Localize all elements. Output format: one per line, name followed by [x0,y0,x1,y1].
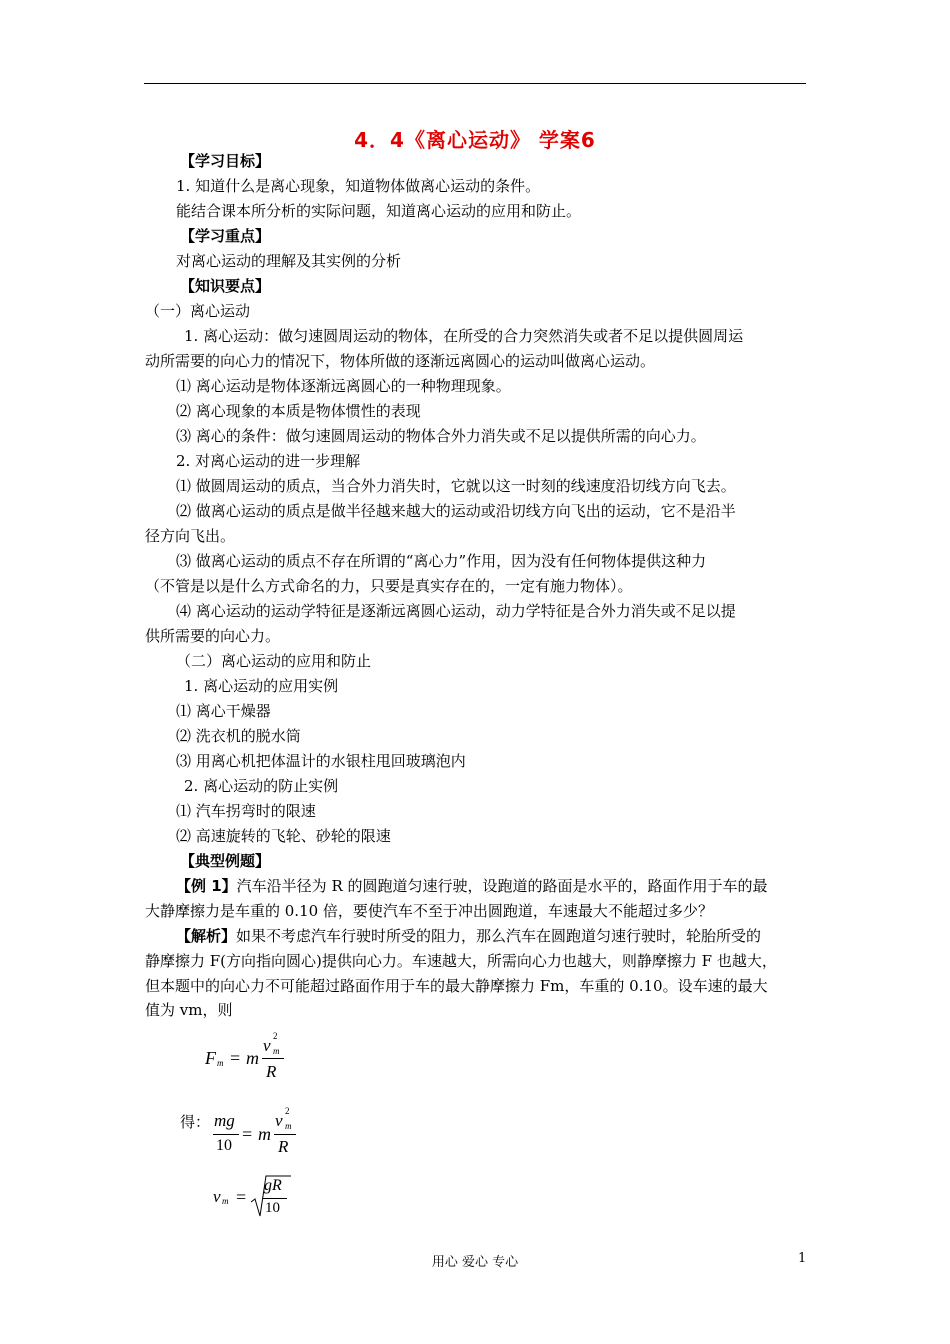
paragraph: 但本题中的向心力不可能超过路面作用于车的最大静摩擦力 Fm，车重的 0.10。设车速的最大 [145,977,768,995]
formula-exponent: 2 [273,1031,278,1041]
examples-heading: 【典型例题】 [180,852,271,870]
formula-number: 10 [265,1200,280,1216]
example-text: 汽车沿半径为 R 的圆跑道匀速行驶，设跑道的路面是水平的，路面作用于车的最 [236,877,768,895]
formula-equals: = [236,1187,247,1207]
page-number: 1 [798,1251,807,1266]
formula-symbol: R [278,1137,289,1156]
paragraph: 值为 vm，则 [145,1001,233,1019]
formula-symbol: R [266,1062,277,1081]
subheading: 2. 离心运动的防止实例 [184,777,339,795]
page-title: 4．4《离心运动》 学案6 [354,128,596,152]
knowledge-heading: 【知识要点】 [180,277,271,295]
goals-heading: 【学习目标】 [180,152,271,170]
paragraph: （不管是以是什么方式命名的力，只要是真实存在的，一定有施力物体）。 [145,577,633,595]
footer-text: 用心 爱心 专心 [431,1255,519,1270]
focus-text: 对离心运动的理解及其实例的分析 [176,252,402,270]
list-item: ⑶ 用离心机把体温计的水银柱甩回玻璃泡内 [176,752,466,770]
list-item: ⑵ 做离心运动的质点是做半径越来越大的运动或沿切线方向飞出的运动，它不是沿半 [176,502,736,520]
formula-subscript: m [217,1058,224,1068]
formula-equals: = [242,1124,253,1144]
solution-label: 【解析】 [176,927,237,945]
paragraph: 径方向飞出。 [145,527,236,545]
formula-number: 10 [216,1137,232,1154]
goal-1: 1. 知道什么是离心现象，知道物体做离心运动的条件。 [176,177,541,195]
example-label: 【例 1】 [176,877,237,895]
part1-heading: （一）离心运动 [145,302,251,320]
list-item: ⑷ 离心运动的运动学特征是逐渐远离圆心运动，动力学特征是合外力消失或不足以提 [176,602,736,620]
list-item: ⑵ 离心现象的本质是物体惯性的表现 [176,402,421,420]
formula-symbol: m [258,1124,271,1144]
formula-symbol: v [213,1187,221,1206]
formula-equals: = [230,1048,241,1068]
solution-text: 如果不考虑汽车行驶时所受的阻力，那么汽车在圆跑道匀速行驶时，轮胎所受的 [236,927,762,945]
fraction-bar [274,1134,296,1135]
formula-subscript: m [285,1121,292,1131]
fraction-bar [213,1134,239,1135]
focus-heading: 【学习重点】 [180,227,271,245]
paragraph: 动所需要的向心力的情况下，物体所做的逐渐远离圆心的运动叫做离心运动。 [145,352,656,370]
paragraph: 大静摩擦力是车重的 0.10 倍，要使汽车不至于冲出圆跑道，车速最大不能超过多少？ [145,902,713,920]
list-item: ⑴ 离心干燥器 [176,702,271,720]
list-item: ⑵ 洗衣机的脱水筒 [176,727,301,745]
goal-2: 能结合课本所分析的实际问题，知道离心运动的应用和防止。 [176,202,582,220]
fraction-bar [263,1198,287,1199]
paragraph: 1. 离心运动：做匀速圆周运动的物体，在所受的合力突然消失或者不足以提供圆周运 [184,327,744,345]
formula-symbol: v [263,1036,271,1055]
list-item: ⑴ 做圆周运动的质点，当合外力消失时，它就以这一时刻的线速度沿切线方向飞去。 [176,477,736,495]
list-item: ⑴ 汽车拐弯时的限速 [176,802,316,820]
paragraph: 静摩擦力 F(方向指向圆心)提供向心力。车速越大，所需向心力也越大，则静摩擦力 F 也越大， [145,952,777,970]
part2-heading: （二）离心运动的应用和防止 [176,652,372,670]
header-rule [144,83,806,84]
list-item: ⑶ 做离心运动的质点不存在所谓的“离心力”作用，因为没有任何物体提供这种力 [176,552,707,570]
fraction-bar [262,1058,284,1059]
list-item: ⑶ 离心的条件：做匀速圆周运动的物体合外力消失或不足以提供所需的向心力。 [176,427,706,445]
formula-subscript: m [222,1196,229,1206]
example-1-line [176,876,768,896]
paragraph: 供所需要的向心力。 [145,627,281,645]
formula-subscript: m [273,1046,280,1056]
formula-symbol: v [275,1111,283,1130]
formula-symbol: m [246,1048,259,1068]
formula-symbol: F [205,1048,216,1068]
de-label: 得： [180,1113,211,1131]
list-item: ⑴ 离心运动是物体逐渐远离圆心的一种物理现象。 [176,377,511,395]
formula-exponent: 2 [285,1106,290,1116]
solution-line [176,926,761,946]
formula-symbol: mg [214,1111,235,1130]
list-item: ⑵ 高速旋转的飞轮、砂轮的限速 [176,827,391,845]
subheading: 2. 对离心运动的进一步理解 [176,452,361,470]
formula-symbol: gR [264,1177,282,1194]
subheading: 1. 离心运动的应用实例 [184,677,339,695]
